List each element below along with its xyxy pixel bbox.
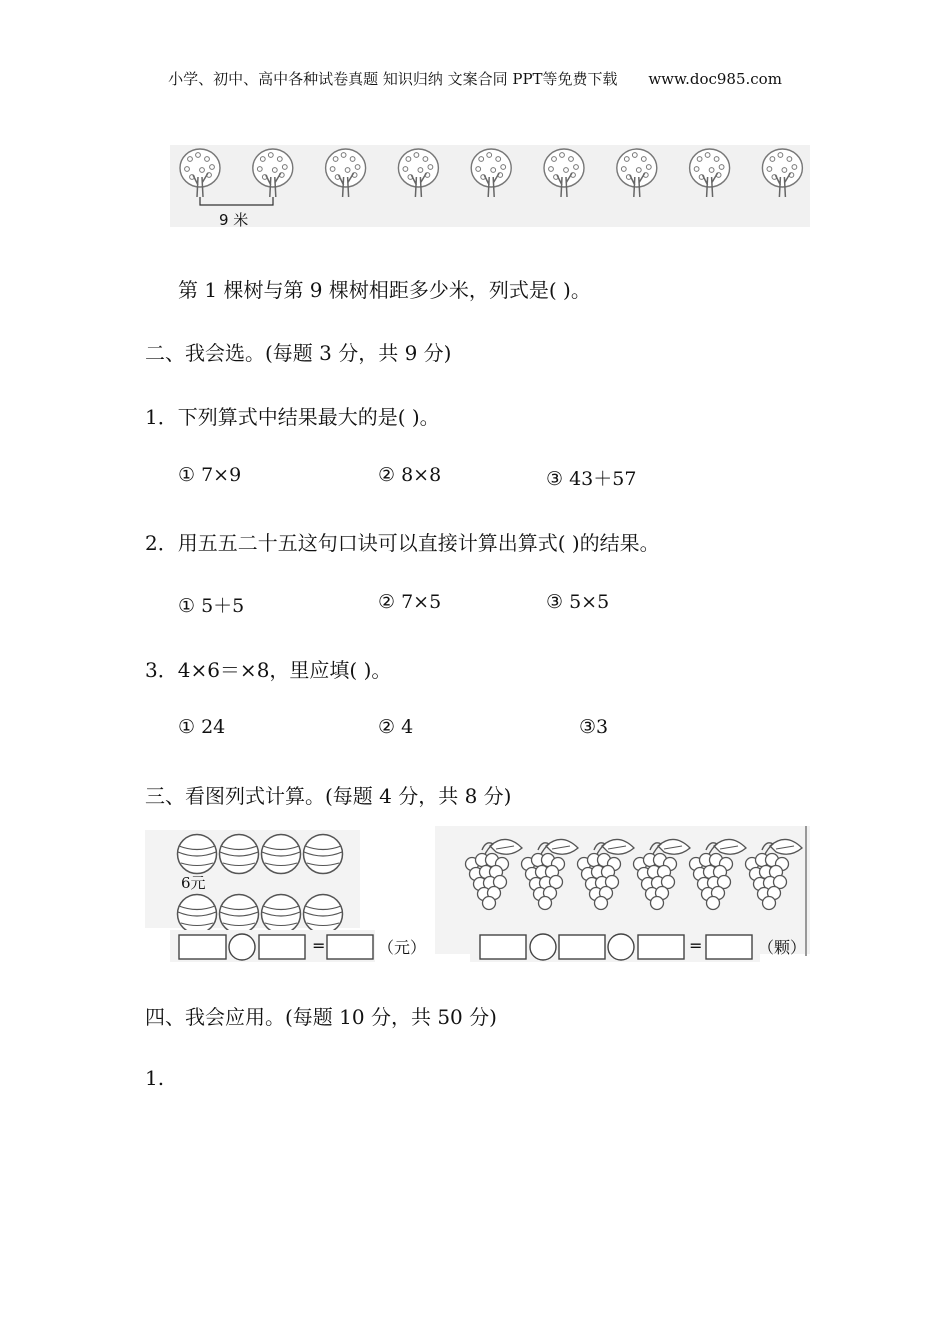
- q1-option-1: ① 7×9: [178, 464, 242, 486]
- ball-icon: [220, 835, 259, 874]
- operator-circle[interactable]: [530, 934, 556, 960]
- answer-box[interactable]: [259, 935, 305, 959]
- section-2-heading: 二、我会选。(每题 3 分，共 9 分): [145, 341, 452, 365]
- operator-circle[interactable]: [229, 934, 255, 960]
- q2-option-1: ① 5＋5: [178, 595, 245, 617]
- section-3-heading: 三、看图列式计算。(每题 4 分，共 8 分): [145, 784, 512, 808]
- q3-option-2: ② 4: [378, 716, 414, 738]
- eq1-equals-sign: =: [312, 936, 326, 955]
- header-site-url: www.doc985.com: [648, 70, 782, 88]
- ball-icon: [262, 895, 301, 934]
- page-header: [0, 68, 950, 89]
- ball-icon: [304, 895, 343, 934]
- tree-row-figure: [170, 145, 810, 235]
- choice-question-3: 3．4×6＝×8，里应填( )。: [145, 658, 392, 682]
- result-box[interactable]: [706, 935, 752, 959]
- choice-question-1: 1．下列算式中结果最大的是( )。: [145, 405, 440, 429]
- eq2-unit-label: （颗）: [758, 938, 807, 957]
- grape-equation-boxes: [478, 932, 758, 962]
- q2-option-3: ③ 5×5: [546, 591, 610, 613]
- grape-figure: [460, 832, 810, 917]
- q1-option-2: ② 8×8: [378, 464, 442, 486]
- ball-icon: [178, 895, 217, 934]
- ball-equation-boxes: [175, 932, 375, 962]
- ball-price-label: 6元: [181, 874, 206, 892]
- eq1-unit-label: （元）: [378, 938, 427, 957]
- q3-option-1: ① 24: [178, 716, 226, 738]
- ball-icon: [178, 835, 217, 874]
- answer-box[interactable]: [179, 935, 226, 959]
- answer-box[interactable]: [480, 935, 526, 959]
- ball-icon: [262, 835, 301, 874]
- ball-icon: [220, 895, 259, 934]
- section-4-heading: 四、我会应用。(每题 10 分，共 50 分): [145, 1005, 497, 1029]
- answer-box[interactable]: [638, 935, 684, 959]
- ball-icon: [304, 835, 343, 874]
- operator-circle[interactable]: [608, 934, 634, 960]
- choice-question-2: 2．用五五二十五这句口诀可以直接计算出算式( )的结果。: [145, 531, 660, 555]
- result-box[interactable]: [327, 935, 373, 959]
- header-promo-text: 小学、初中、高中各种试卷真题 知识归纳 文案合同 PPT等免费下载: [168, 70, 618, 88]
- section-4-question-1-number: 1.: [145, 1066, 165, 1090]
- tree-question: 第 1 棵树与第 9 棵树相距多少米，列式是( )。: [178, 278, 591, 302]
- answer-box[interactable]: [559, 935, 605, 959]
- eq2-equals-sign: =: [689, 936, 703, 955]
- q3-option-3: ③3: [579, 716, 609, 738]
- q2-option-2: ② 7×5: [378, 591, 442, 613]
- tree-distance-label: 9 米: [219, 211, 249, 229]
- q1-option-3: ③ 43＋57: [546, 468, 637, 490]
